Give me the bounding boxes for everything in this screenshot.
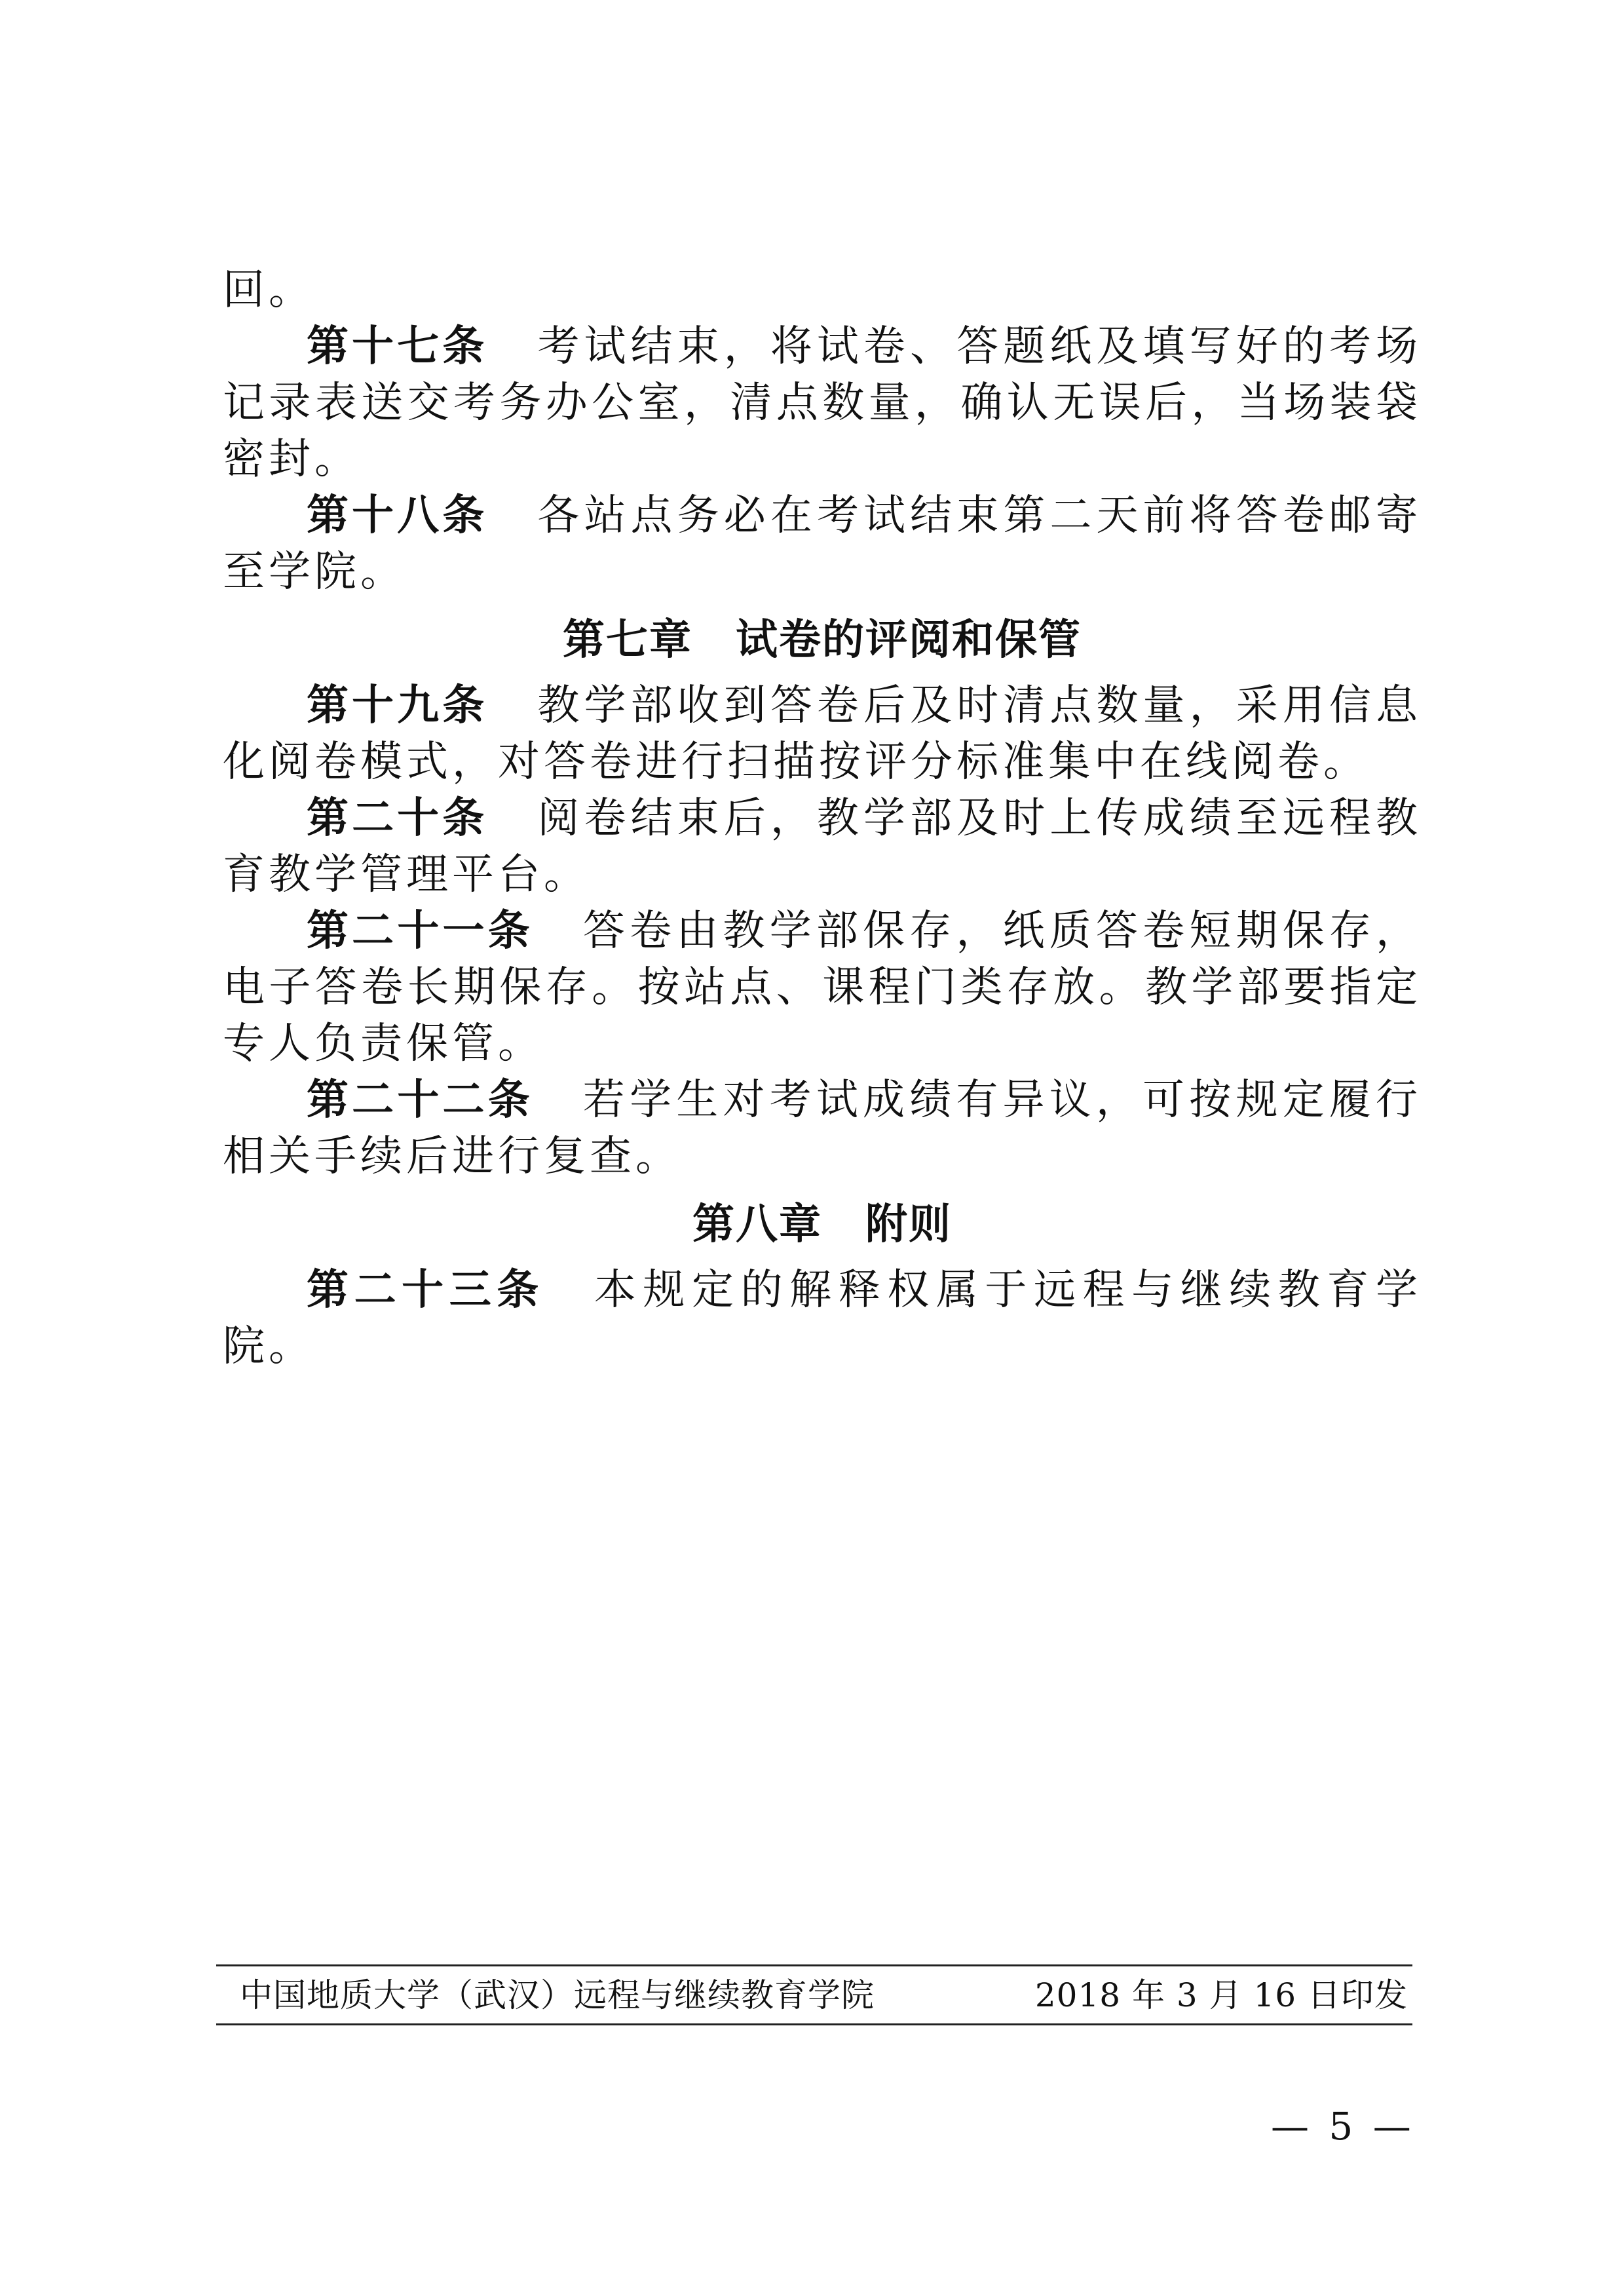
article-17 [223, 318, 1422, 488]
article-17-number: 第十七条 [307, 322, 488, 371]
chapter-8-number: 第八章 [692, 1200, 822, 1249]
article-18 [223, 488, 1422, 600]
article-21-text: 答卷由教学部保存，纸质答卷短期保存，电子答卷长期保存。按站点、课程门类存放。教学部要指定专人负责保管。 [223, 907, 1422, 1068]
document-body [223, 262, 1422, 1375]
article-23-text: 本规定的解释权属于远程与继续教育学院。 [223, 1266, 1422, 1371]
article-17-text: 考试结束，将试卷、答题纸及填写好的考场记录表送交考务办公室，清点数量，确认无误后，当场装袋密封。 [223, 322, 1422, 484]
article-21-number: 第二十一条 [307, 907, 533, 955]
chapter-7-title: 试卷的评阅和保管 [736, 616, 1082, 664]
article-19-number: 第十九条 [307, 681, 488, 730]
article-20 [223, 790, 1422, 903]
footer-issuer: 中国地质大学（武汉）远程与继续教育学院 [240, 1976, 875, 2014]
article-19 [223, 678, 1422, 790]
article-20-number: 第二十条 [307, 794, 488, 843]
page-number: — 5 — [1271, 2104, 1415, 2149]
article-18-number: 第十八条 [307, 491, 488, 540]
article-18-text: 各站点务必在考试结束第二天前将答卷邮寄至学院。 [223, 491, 1422, 596]
chapter-7-number: 第七章 [563, 616, 692, 664]
footer-bottom-rule [216, 2023, 1412, 2025]
article-22-number: 第二十二条 [307, 1076, 533, 1124]
continuation-text-content: 回。 [223, 266, 314, 315]
footer-top-rule [216, 1964, 1412, 1966]
article-23 [223, 1262, 1422, 1375]
article-20-text: 阅卷结束后，教学部及时上传成绩至远程教育教学管理平台。 [223, 794, 1422, 899]
chapter-7-heading [223, 600, 1422, 678]
chapter-8-title: 附则 [865, 1200, 952, 1249]
continuation-text [223, 262, 1422, 318]
article-21 [223, 903, 1422, 1072]
chapter-8-heading [223, 1185, 1422, 1262]
article-22-text: 若学生对考试成绩有异议，可按规定履行相关手续后进行复查。 [223, 1076, 1422, 1181]
article-19-text: 教学部收到答卷后及时清点数量，采用信息化阅卷模式，对答卷进行扫描按评分标准集中在线阅卷。 [223, 681, 1422, 786]
article-23-number: 第二十三条 [307, 1266, 544, 1314]
article-22 [223, 1072, 1422, 1185]
footer-date: 2018 年 3 月 16 日印发 [1034, 1976, 1408, 2014]
